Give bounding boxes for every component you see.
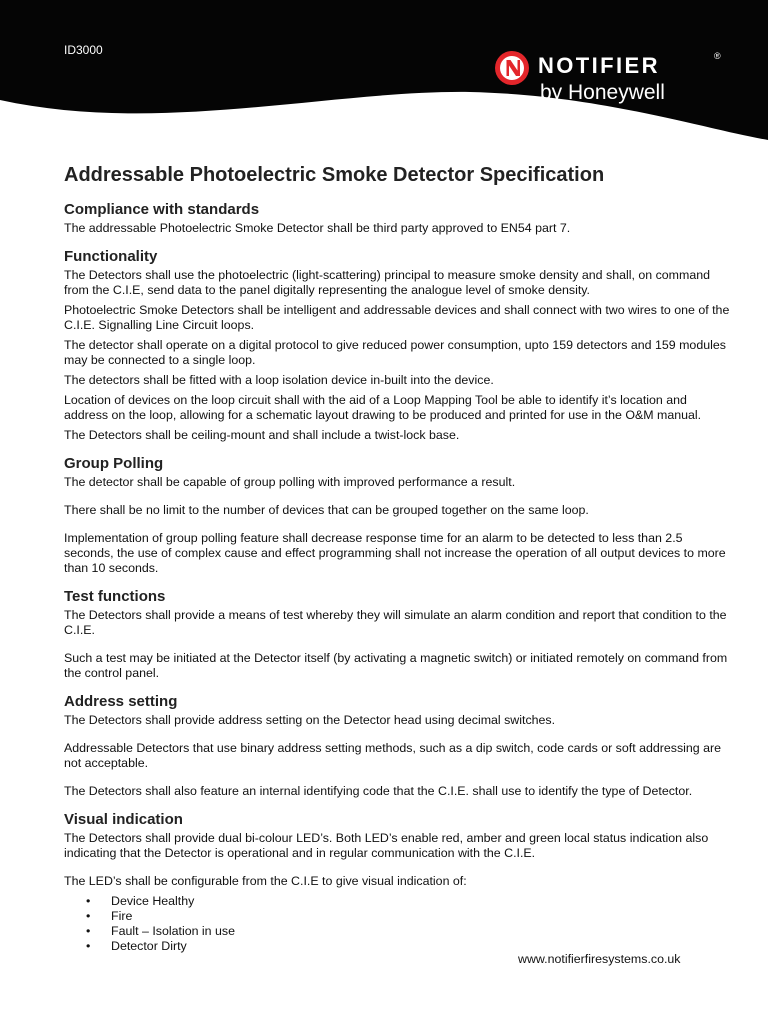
list-item-text: Fault – Isolation in use (111, 924, 235, 938)
paragraph: The addressable Photoelectric Smoke Detector shall be third party approved to EN54 part 7. (64, 221, 571, 235)
section-compliance (64, 201, 734, 236)
list-item-text: Detector Dirty (111, 939, 187, 953)
paragraph: Such a test may be initiated at the Detector itself (by activating a magnetic switch) or initiated remotely on command from the control panel. (64, 651, 728, 680)
document-title: Addressable Photoelectric Smoke Detector Specification (64, 164, 605, 186)
bullet-icon: • (86, 909, 91, 923)
paragraph: Photoelectric Smoke Detectors shall be intelligent and addressable devices and shall connect with two wires to one of the C.I.E. Signalling Line Circuit loops. (64, 303, 730, 332)
paragraph: The detector shall be capable of group polling with improved performance a result. (64, 475, 516, 489)
list-item (64, 924, 734, 939)
section-heading: Functionality (64, 248, 158, 265)
list-item-text: Fire (111, 909, 133, 923)
section-functionality (64, 248, 734, 443)
paragraph: The Detectors shall also feature an internal identifying code that the C.I.E. shall use to identify the type of Detector. (64, 784, 693, 798)
section-test-functions (64, 588, 734, 681)
registered-mark: ® (714, 51, 721, 61)
section-heading: Compliance with standards (64, 201, 260, 218)
paragraph: The detector shall operate on a digital protocol to give reduced power consumption, upto 159 detectors and 159 modules may be connected to a single loop. (64, 338, 726, 367)
paragraph: The Detectors shall be ceiling-mount and shall include a twist-lock base. (64, 428, 460, 442)
bullet-icon: • (86, 894, 91, 908)
paragraph: The Detectors shall use the photoelectric (light-scattering) principal to measure smoke density and shall, on command from the C.I.E, send data to the panel digitally representing the analogue level of smoke density. (64, 268, 711, 297)
section-visual-indication (64, 811, 734, 954)
document-body (64, 163, 734, 966)
section-group-polling (64, 455, 734, 576)
bullet-icon: • (86, 924, 91, 938)
section-heading: Address setting (64, 693, 178, 710)
section-heading: Test functions (64, 588, 166, 605)
section-address-setting (64, 693, 734, 799)
paragraph: Implementation of group polling feature shall decrease response time for an alarm to be detected to less than 2.5 seconds, the use of complex cause and effect programming shall not increase the operation of all output devices to more than 10 seconds. (64, 531, 726, 575)
list-item (64, 894, 734, 909)
brand-name: NOTIFIER (538, 53, 660, 78)
notifier-logo (494, 50, 734, 110)
paragraph: The detectors shall be fitted with a loop isolation device in-built into the device. (64, 373, 494, 387)
paragraph: The Detectors shall provide dual bi-colour LED’s. Both LED’s enable red, amber and green local status indication also indicating that the Detector is operational and in regular communication with the C.I.E. (64, 831, 709, 860)
brand-subtitle: by Honeywell (540, 81, 665, 104)
bullet-icon: • (86, 939, 91, 953)
notifier-logo-icon (494, 50, 530, 86)
document-code: ID3000 (64, 43, 103, 57)
list-item (64, 909, 734, 924)
paragraph: The Detectors shall provide address setting on the Detector head using decimal switches. (64, 713, 556, 727)
paragraph: The Detectors shall provide a means of test whereby they will simulate an alarm condition and report that condition to the C.I.E. (64, 608, 727, 637)
header-band (0, 0, 768, 140)
section-heading: Visual indication (64, 811, 183, 828)
section-heading: Group Polling (64, 455, 164, 472)
list-item-text: Device Healthy (111, 894, 195, 908)
footer-website-link[interactable]: www.notifierfiresystems.co.uk (518, 952, 681, 966)
led-indication-list (64, 894, 734, 954)
paragraph: Addressable Detectors that use binary address setting methods, such as a dip switch, code cards or soft addressing are not acceptable. (64, 741, 722, 770)
paragraph: There shall be no limit to the number of devices that can be grouped together on the same loop. (64, 503, 589, 517)
paragraph: Location of devices on the loop circuit shall with the aid of a Loop Mapping Tool be able to identify it’s location and address on the loop, allowing for a schematic layout drawing to be produced and printed for use in the O&M manual. (64, 393, 702, 422)
paragraph: The LED’s shall be configurable from the C.I.E to give visual indication of: (64, 874, 467, 888)
